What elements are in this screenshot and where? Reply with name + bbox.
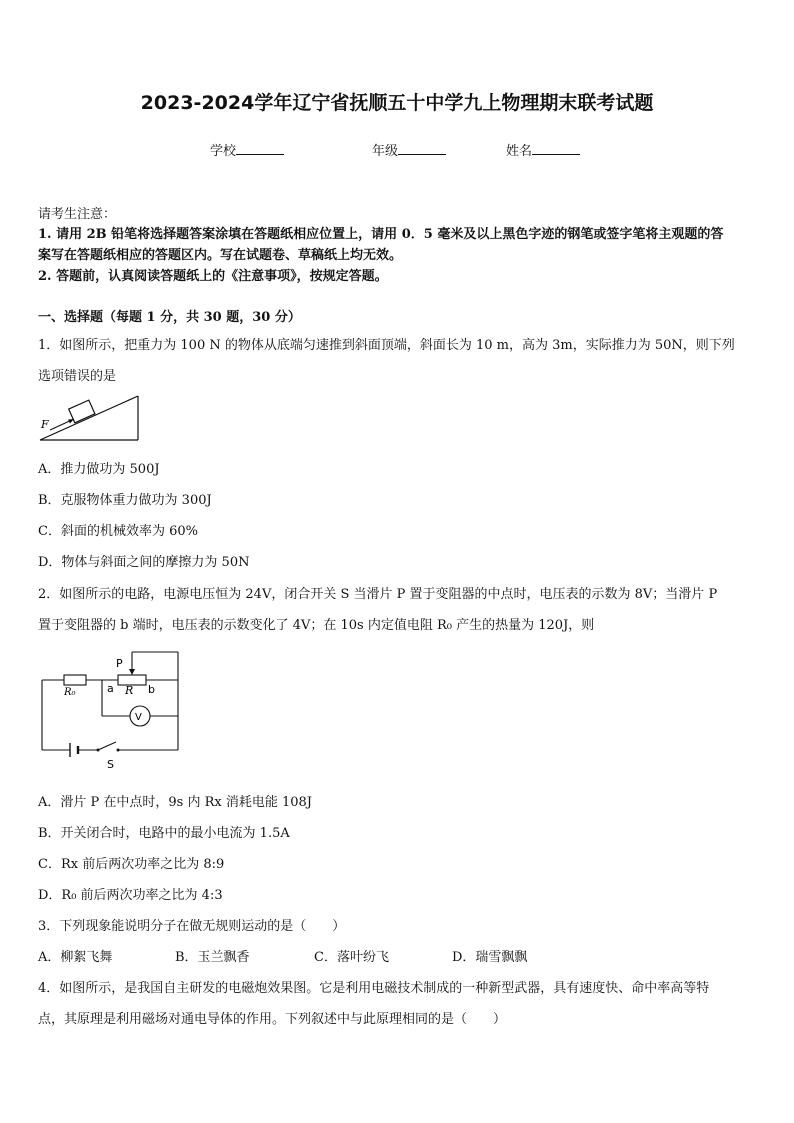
slider-arrow — [129, 669, 135, 675]
rheostat-label: R — [125, 684, 134, 697]
name-field — [506, 140, 580, 159]
switch-label: S — [107, 758, 114, 771]
switch-blade — [98, 742, 116, 750]
grade-label: 年级 — [372, 144, 399, 159]
notice-line-1b: 案写在答题纸相应的答题区内。写在试题卷、草稿纸上均无效。 — [38, 248, 403, 263]
school-blank — [236, 142, 284, 155]
force-label: F — [41, 418, 49, 431]
circuit-figure — [36, 648, 186, 772]
q4-stem-1: 4．如图所示，是我国自主研发的电磁炮效果图。它是利用电磁技术制成的一种新型武器，具有速度快、命中率高等特 — [38, 981, 710, 996]
school-field — [210, 140, 284, 159]
notice-heading: 请考生注意： — [38, 207, 117, 222]
q2-option-a: A．滑片 P 在中点时，9s 内 Rx 消耗电能 108J — [38, 795, 313, 810]
q3-option-a: A．柳絮飞舞 — [38, 950, 113, 965]
slider-p-label: P — [116, 657, 123, 670]
q2-stem-1: 2．如图所示的电路，电源电压恒为 24V，闭合开关 S 当滑片 P 置于变阻器的中点时，电压表的示数为 8V；当滑片 P — [38, 587, 718, 602]
q1-stem-2: 选项错误的是 — [38, 369, 117, 384]
incline-figure — [36, 392, 142, 444]
q1-option-d: D．物体与斜面之间的摩擦力为 50N — [38, 555, 250, 570]
terminal-a-label: a — [107, 682, 114, 695]
q2-option-c: C．Rx 前后两次功率之比为 8:9 — [38, 857, 225, 872]
q1-stem-1: 1．如图所示，把重力为 100 N 的物体从底端匀速推到斜面顶端，斜面长为 10 m，高为 3m，实际推力为 50N，则下列 — [38, 338, 735, 353]
q1-option-b: B．克服物体重力做功为 300J — [38, 493, 212, 508]
grade-blank — [398, 142, 446, 155]
q2-option-d: D．R₀ 前后两次功率之比为 4:3 — [38, 888, 223, 903]
q3-stem: 3．下列现象能说明分子在做无规则运动的是（ ） — [38, 919, 346, 934]
q3-option-c: C．落叶纷飞 — [314, 950, 389, 965]
voltmeter-label: V — [135, 712, 142, 723]
q1-option-a: A．推力做功为 500J — [38, 462, 160, 477]
terminal-b-label: b — [148, 683, 155, 696]
q1-option-c: C．斜面的机械效率为 60% — [38, 524, 198, 539]
name-blank — [532, 142, 580, 155]
q3-option-b: B．玉兰飘香 — [175, 950, 250, 965]
school-label: 学校 — [210, 144, 237, 159]
grade-field — [372, 140, 446, 159]
q3-option-d: D．瑞雪飘飘 — [452, 950, 528, 965]
q4-stem-2: 点，其原理是利用磁场对通电导体的作用。下列叙述中与此原理相同的是（ ） — [38, 1012, 507, 1027]
notice-line-2: 2. 答题前，认真阅读答题纸上的《注意事项》，按规定答题。 — [38, 269, 388, 284]
q2-option-b: B．开关闭合时，电路中的最小电流为 1.5A — [38, 826, 290, 841]
notice-line-1: 1. 请用 2B 铅笔将选择题答案涂填在答题纸相应位置上，请用 0．5 毫米及以上黑色字迹的钢笔或签字笔将主观题的答 — [38, 227, 724, 242]
r0-resistor — [64, 675, 86, 685]
r0-label: R₀ — [64, 687, 76, 698]
q2-stem-2: 置于变阻器的 b 端时，电压表的示数变化了 4V；在 10s 内定值电阻 R₀ 产生的热量为 120J，则 — [38, 618, 595, 633]
page-title: 2023-2024学年辽宁省抚顺五十中学九上物理期末联考试题 — [140, 92, 654, 114]
section-heading: 一、选择题（每题 1 分，共 30 题，30 分） — [38, 310, 301, 325]
name-label: 姓名 — [506, 144, 533, 159]
